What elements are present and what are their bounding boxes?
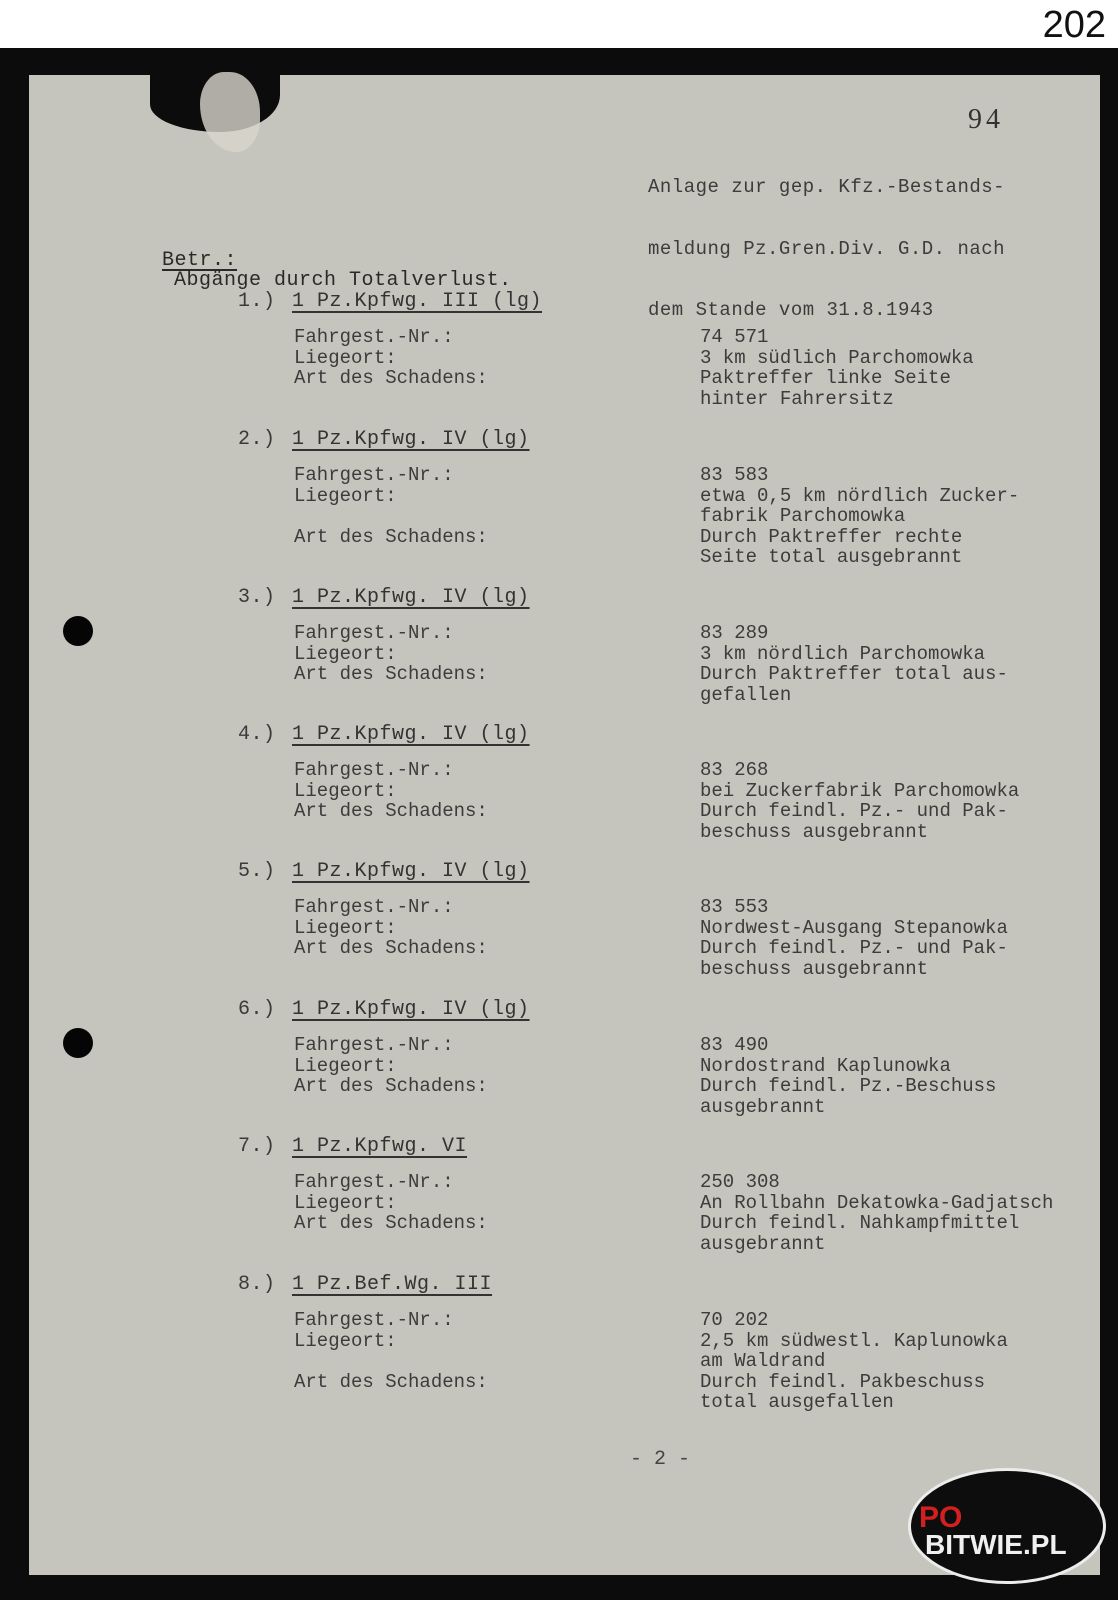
field-label: Fahrgest.-Nr.: [294, 622, 454, 644]
field-label: Art des Schadens: [294, 937, 488, 959]
item-labels [294, 1034, 488, 1096]
field-value: 3 km nördlich Parchomowka [700, 642, 986, 665]
item-title: 1 Pz.Kpfwg. VI [292, 1135, 468, 1158]
item-title: 1 Pz.Kpfwg. IV (lg) [292, 723, 530, 746]
item-values [700, 896, 1090, 978]
item-number: 4.) [238, 723, 276, 746]
field-value: etwa 0,5 km nördlich Zucker- [700, 484, 1020, 507]
field-value: ausgebrannt [700, 1095, 826, 1118]
field-label: Liegeort: [294, 346, 397, 369]
field-value: 83 553 [700, 896, 769, 918]
field-label: Art des Schadens: [294, 1212, 488, 1234]
field-value: 83 289 [700, 622, 769, 644]
field-value: Seite total ausgebrannt [700, 546, 963, 568]
watermark-site: BITWIE.PL [925, 1529, 1067, 1560]
subject-line [137, 230, 512, 292]
punch-hole [63, 1028, 93, 1058]
item-values [700, 1309, 1090, 1412]
field-value: 83 490 [700, 1034, 769, 1056]
watermark-logo [908, 1468, 1106, 1584]
item-number: 1.) [238, 290, 276, 313]
item-title: 1 Pz.Kpfwg. IV (lg) [292, 586, 530, 609]
field-value: Nordostrand Kaplunowka [700, 1054, 951, 1077]
field-value: beschuss ausgebrannt [700, 820, 929, 843]
field-value: beschuss ausgebrannt [700, 957, 929, 980]
item-number: 7.) [238, 1135, 276, 1158]
field-value: 70 202 [700, 1309, 769, 1331]
field-value: ausgebrannt [700, 1232, 826, 1255]
field-value: 74 571 [700, 326, 769, 348]
item-labels [294, 1309, 488, 1391]
field-label: Liegeort: [294, 642, 397, 665]
field-label: Art des Schadens: [294, 367, 488, 389]
field-value: bei Zuckerfabrik Parchomowka [700, 779, 1020, 802]
subject-text: Abgänge durch Totalverlust. [174, 269, 512, 292]
page-footer: - 2 - [630, 1448, 691, 1471]
field-value: An Rollbahn Dekatowka-Gadjatsch [700, 1191, 1054, 1214]
item-labels [294, 622, 488, 684]
header-line: meldung Pz.Gren.Div. G.D. nach [648, 237, 1006, 260]
field-label: Fahrgest.-Nr.: [294, 759, 454, 781]
field-value: Durch feindl. Nahkampfmittel [700, 1212, 1020, 1234]
item-labels [294, 464, 488, 546]
item-labels [294, 896, 488, 958]
field-value: 83 268 [700, 759, 769, 781]
field-label: Fahrgest.-Nr.: [294, 896, 454, 918]
field-label: Art des Schadens: [294, 1075, 488, 1097]
header-block [648, 136, 1005, 341]
punch-hole [63, 616, 93, 646]
item-title: 1 Pz.Kpfwg. III (lg) [292, 290, 543, 313]
field-label: Fahrgest.-Nr.: [294, 1309, 454, 1331]
item-values [700, 622, 1090, 704]
field-label: Fahrgest.-Nr.: [294, 1171, 454, 1193]
field-value: Paktreffer linke Seite [700, 367, 951, 389]
field-value: Nordwest-Ausgang Stepanowka [700, 916, 1008, 939]
item-number: 8.) [238, 1273, 276, 1296]
item-title: 1 Pz.Kpfwg. IV (lg) [292, 860, 530, 883]
item-labels [294, 326, 488, 388]
field-value: 2,5 km südwestl. Kaplunowka [700, 1329, 1008, 1352]
field-label: Art des Schadens: [294, 800, 488, 822]
field-value: Durch Paktreffer rechte [700, 525, 963, 548]
subject-label: Betr.: [162, 248, 238, 272]
item-title: 1 Pz.Bef.Wg. III [292, 1273, 493, 1296]
field-label: Fahrgest.-Nr.: [294, 1034, 454, 1056]
field-label: Art des Schadens: [294, 525, 488, 548]
field-label: Liegeort: [294, 1191, 397, 1214]
item-number: 3.) [238, 586, 276, 609]
field-value: Durch feindl. Pz.-Beschuss [700, 1075, 997, 1097]
field-value: Durch feindl. Pz.- und Pak- [700, 800, 1008, 822]
header-line: dem Stande vom 31.8.1943 [648, 299, 934, 321]
field-label: Liegeort: [294, 916, 397, 939]
field-value: Durch feindl. Pz.- und Pak- [700, 937, 1008, 959]
item-labels [294, 759, 488, 821]
item-title: 1 Pz.Kpfwg. IV (lg) [292, 428, 530, 451]
header-line: Anlage zur gep. Kfz.-Bestands- [648, 176, 1006, 198]
item-number: 5.) [238, 860, 276, 883]
field-value: hinter Fahrersitz [700, 387, 894, 410]
field-label: Fahrgest.-Nr.: [294, 464, 454, 486]
field-label: Liegeort: [294, 484, 397, 507]
field-label: Art des Schadens: [294, 1370, 488, 1393]
field-value: am Waldrand [700, 1350, 826, 1372]
item-values [700, 1034, 1090, 1116]
scan-page-number: 202 [1042, 4, 1106, 46]
item-values [700, 326, 1090, 408]
field-label: Liegeort: [294, 779, 397, 802]
item-values [700, 1171, 1090, 1253]
field-value: Durch Paktreffer total aus- [700, 663, 1008, 685]
field-value: Durch feindl. Pakbeschuss [700, 1370, 986, 1393]
field-value: gefallen [700, 683, 792, 706]
field-value: 250 308 [700, 1171, 780, 1193]
item-values [700, 464, 1090, 567]
field-label [294, 505, 488, 526]
field-label: Liegeort: [294, 1329, 397, 1352]
field-label [294, 1350, 488, 1371]
item-number: 6.) [238, 998, 276, 1021]
item-title: 1 Pz.Kpfwg. IV (lg) [292, 998, 530, 1021]
field-value: 83 583 [700, 464, 769, 486]
field-value: total ausgefallen [700, 1391, 894, 1413]
field-label: Liegeort: [294, 1054, 397, 1077]
document-page-number: 94 [968, 104, 1004, 135]
item-number: 2.) [238, 428, 276, 451]
item-values [700, 759, 1090, 841]
field-label: Fahrgest.-Nr.: [294, 326, 454, 348]
field-value: fabrik Parchomowka [700, 505, 906, 527]
item-labels [294, 1171, 488, 1233]
field-label: Art des Schadens: [294, 663, 488, 685]
watermark-po: PO [919, 1501, 963, 1534]
field-value: 3 km südlich Parchomowka [700, 346, 974, 369]
